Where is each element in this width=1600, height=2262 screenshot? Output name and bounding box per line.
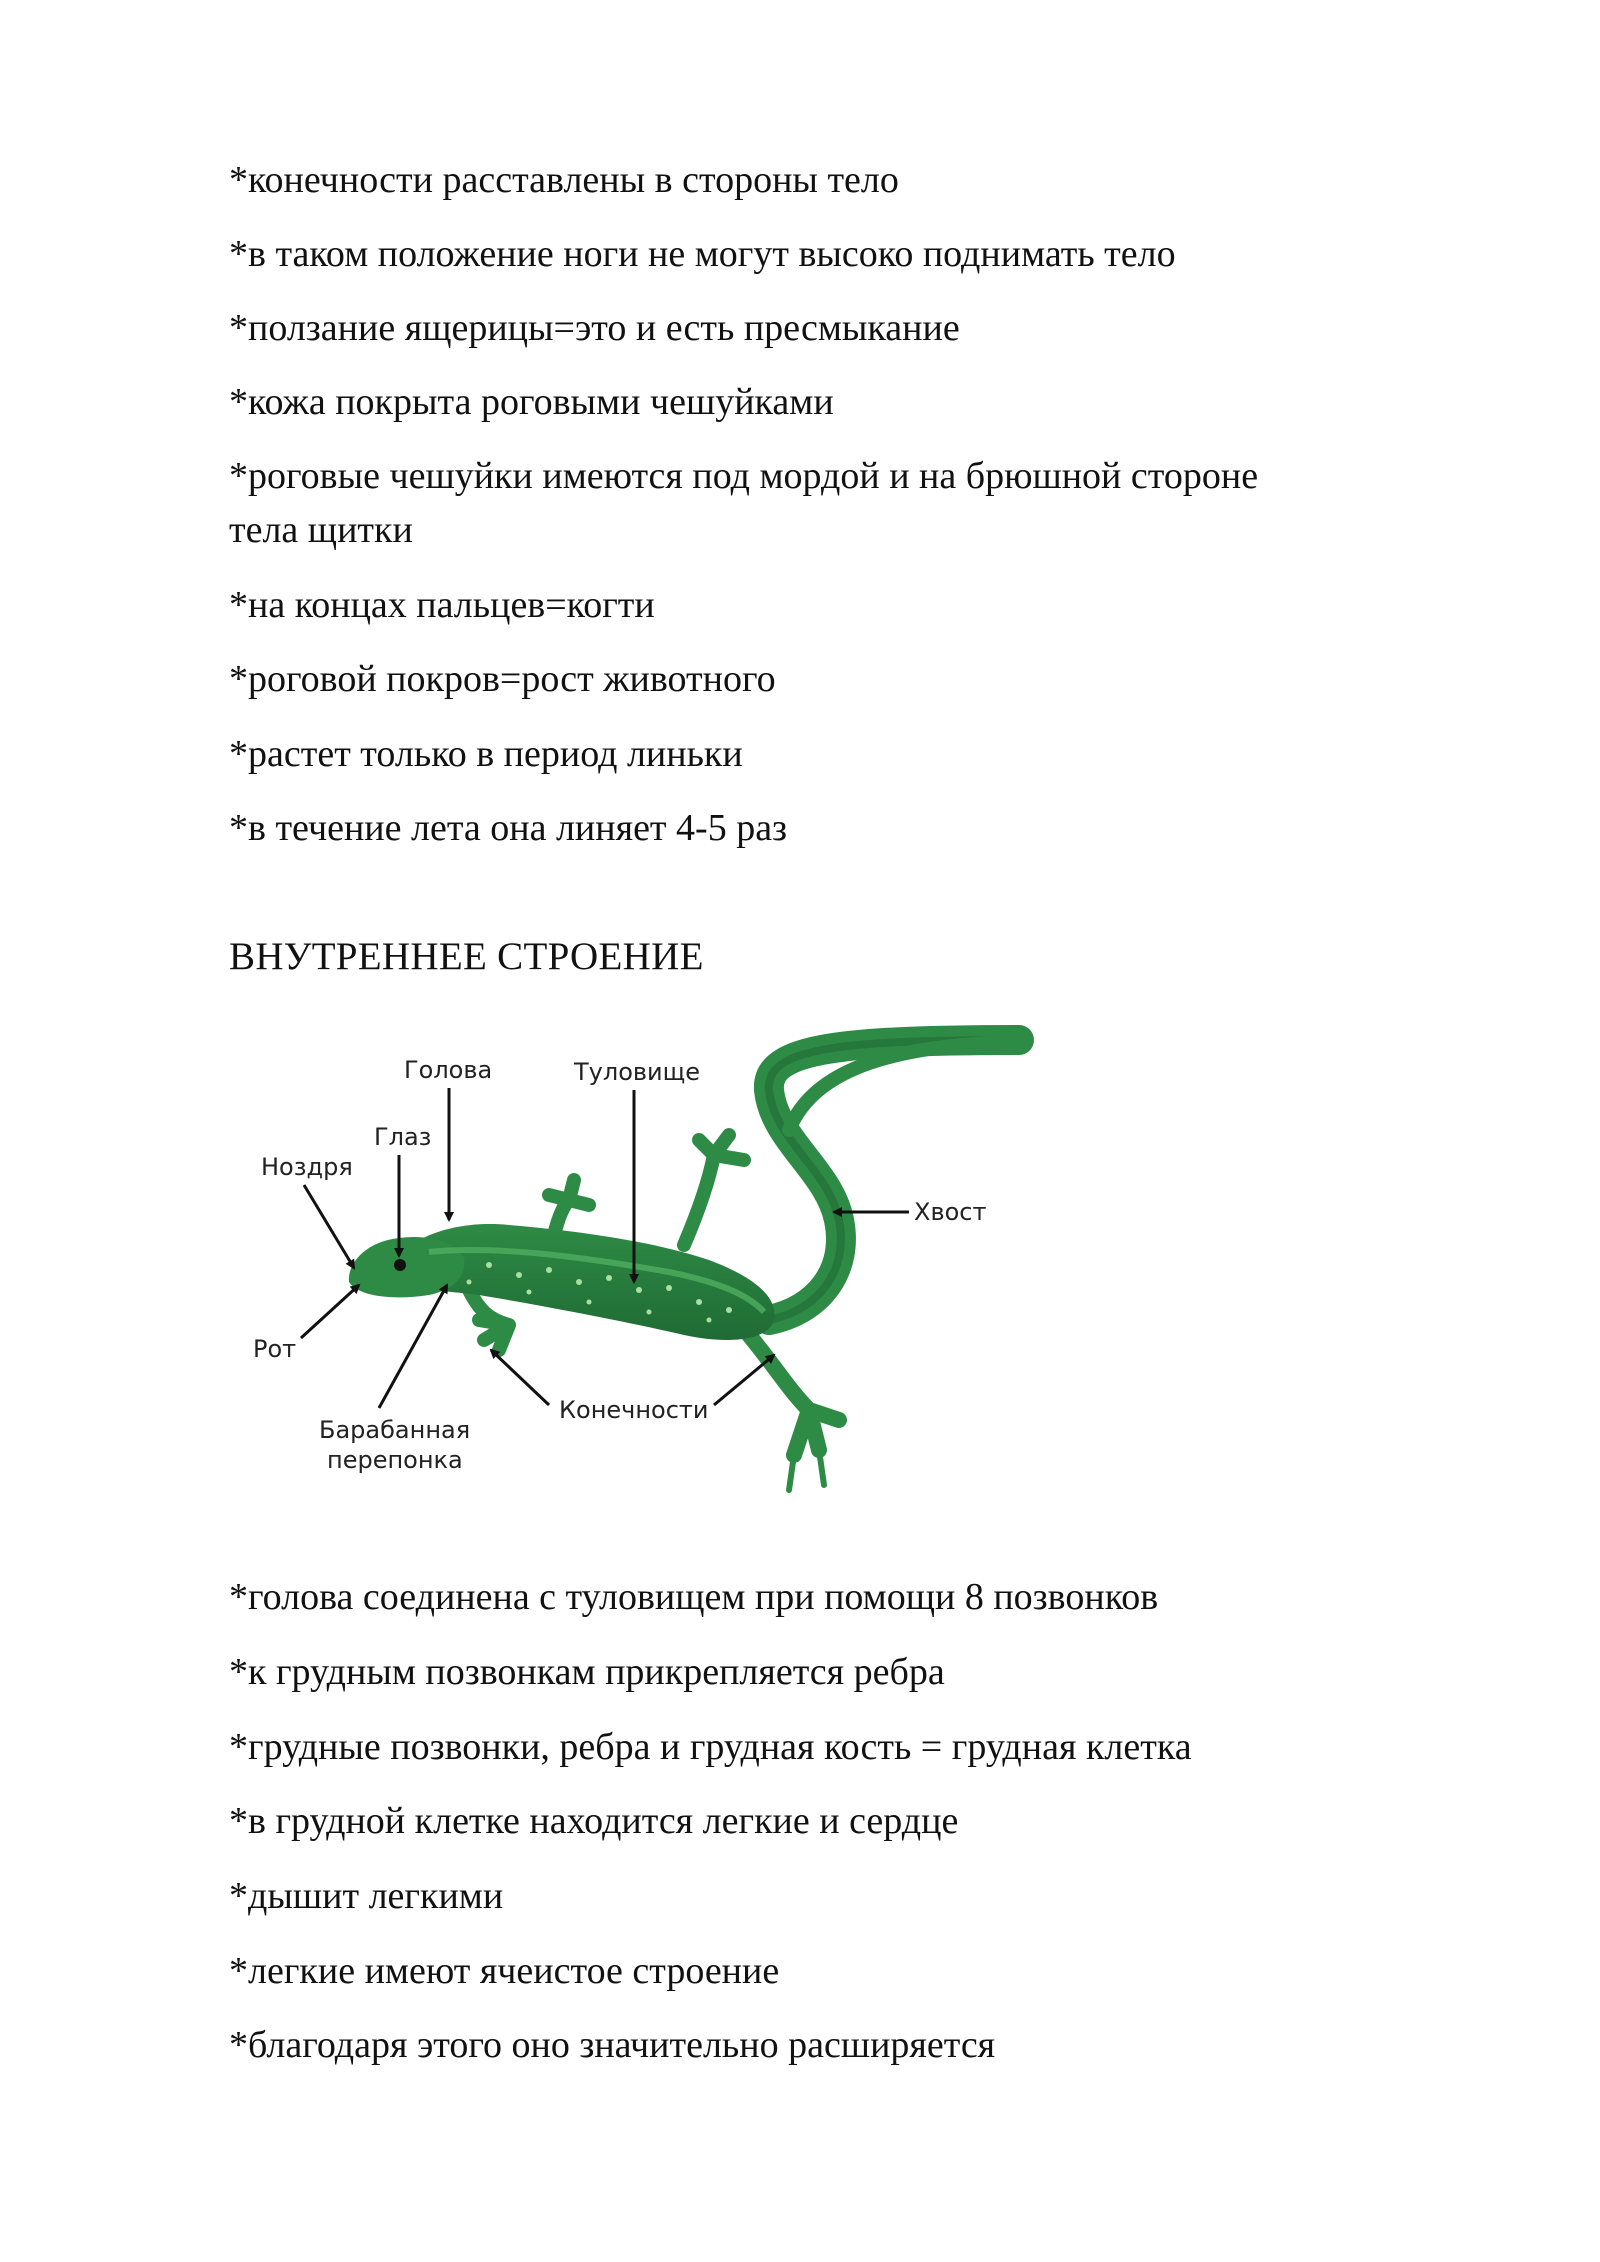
outro-line-3: *грудные позвонки, ребра и грудная кость = грудная клетка xyxy=(229,1726,1192,1768)
lizard-eye xyxy=(394,1259,406,1271)
outro-line-4: *в грудной клетке находится легкие и сердце xyxy=(229,1800,959,1842)
label-eardrum-line2: перепонка xyxy=(327,1446,463,1474)
lizard-back-leg-lower xyxy=(749,1335,839,1455)
outro-line-7: *благодаря этого оно значительно расширяется xyxy=(229,2024,996,2066)
lizard-back-leg-upper xyxy=(684,1135,744,1245)
outro-line-2: *к грудным позвонкам прикрепляется ребра xyxy=(229,1651,945,1693)
section-heading: ВНУТРЕННЕЕ СТРОЕНИЕ xyxy=(229,935,704,978)
label-eardrum-line1: Барабанная xyxy=(319,1416,471,1444)
label-eye: Глаз xyxy=(374,1123,432,1151)
intro-line-1: *конечности расставлены в стороны тело xyxy=(229,159,899,201)
label-tail: Хвост xyxy=(914,1198,987,1226)
intro-line-3: *ползание ящерицы=это и есть пресмыкание xyxy=(229,307,960,349)
label-body: Туловище xyxy=(574,1058,700,1086)
intro-line-7: *роговой покров=рост животного xyxy=(229,658,776,700)
outro-line-5: *дышит легкими xyxy=(229,1875,504,1917)
intro-line-9: *в течение лета она линяет 4-5 раз xyxy=(229,807,788,849)
intro-line-8: *растет только в период линьки xyxy=(229,733,743,775)
lizard-head xyxy=(349,1237,465,1297)
lizard-front-leg-upper xyxy=(549,1180,589,1235)
intro-line-2: *в таком положение ноги не могут высоко поднимать тело xyxy=(229,233,1176,275)
lizard-tail xyxy=(769,1040,1019,1320)
label-mouth: Рот xyxy=(253,1335,297,1363)
label-head: Голова xyxy=(404,1056,493,1084)
label-limbs: Конечности xyxy=(559,1396,709,1424)
intro-line-4: *кожа покрыта роговыми чешуйками xyxy=(229,381,834,423)
outro-line-1: *голова соединена с туловищем при помощи 8 позвонков xyxy=(229,1576,1159,1618)
lizard-diagram xyxy=(229,1020,1059,1540)
intro-line-5-continued: тела щитки xyxy=(229,509,413,551)
outro-line-6: *легкие имеют ячеистое строение xyxy=(229,1950,780,1992)
intro-line-6: *на концах пальцев=когти xyxy=(229,584,655,626)
intro-line-5: *роговые чешуйки имеются под мордой и на брюшной стороне xyxy=(229,455,1259,497)
label-nostril: Ноздря xyxy=(261,1153,353,1181)
